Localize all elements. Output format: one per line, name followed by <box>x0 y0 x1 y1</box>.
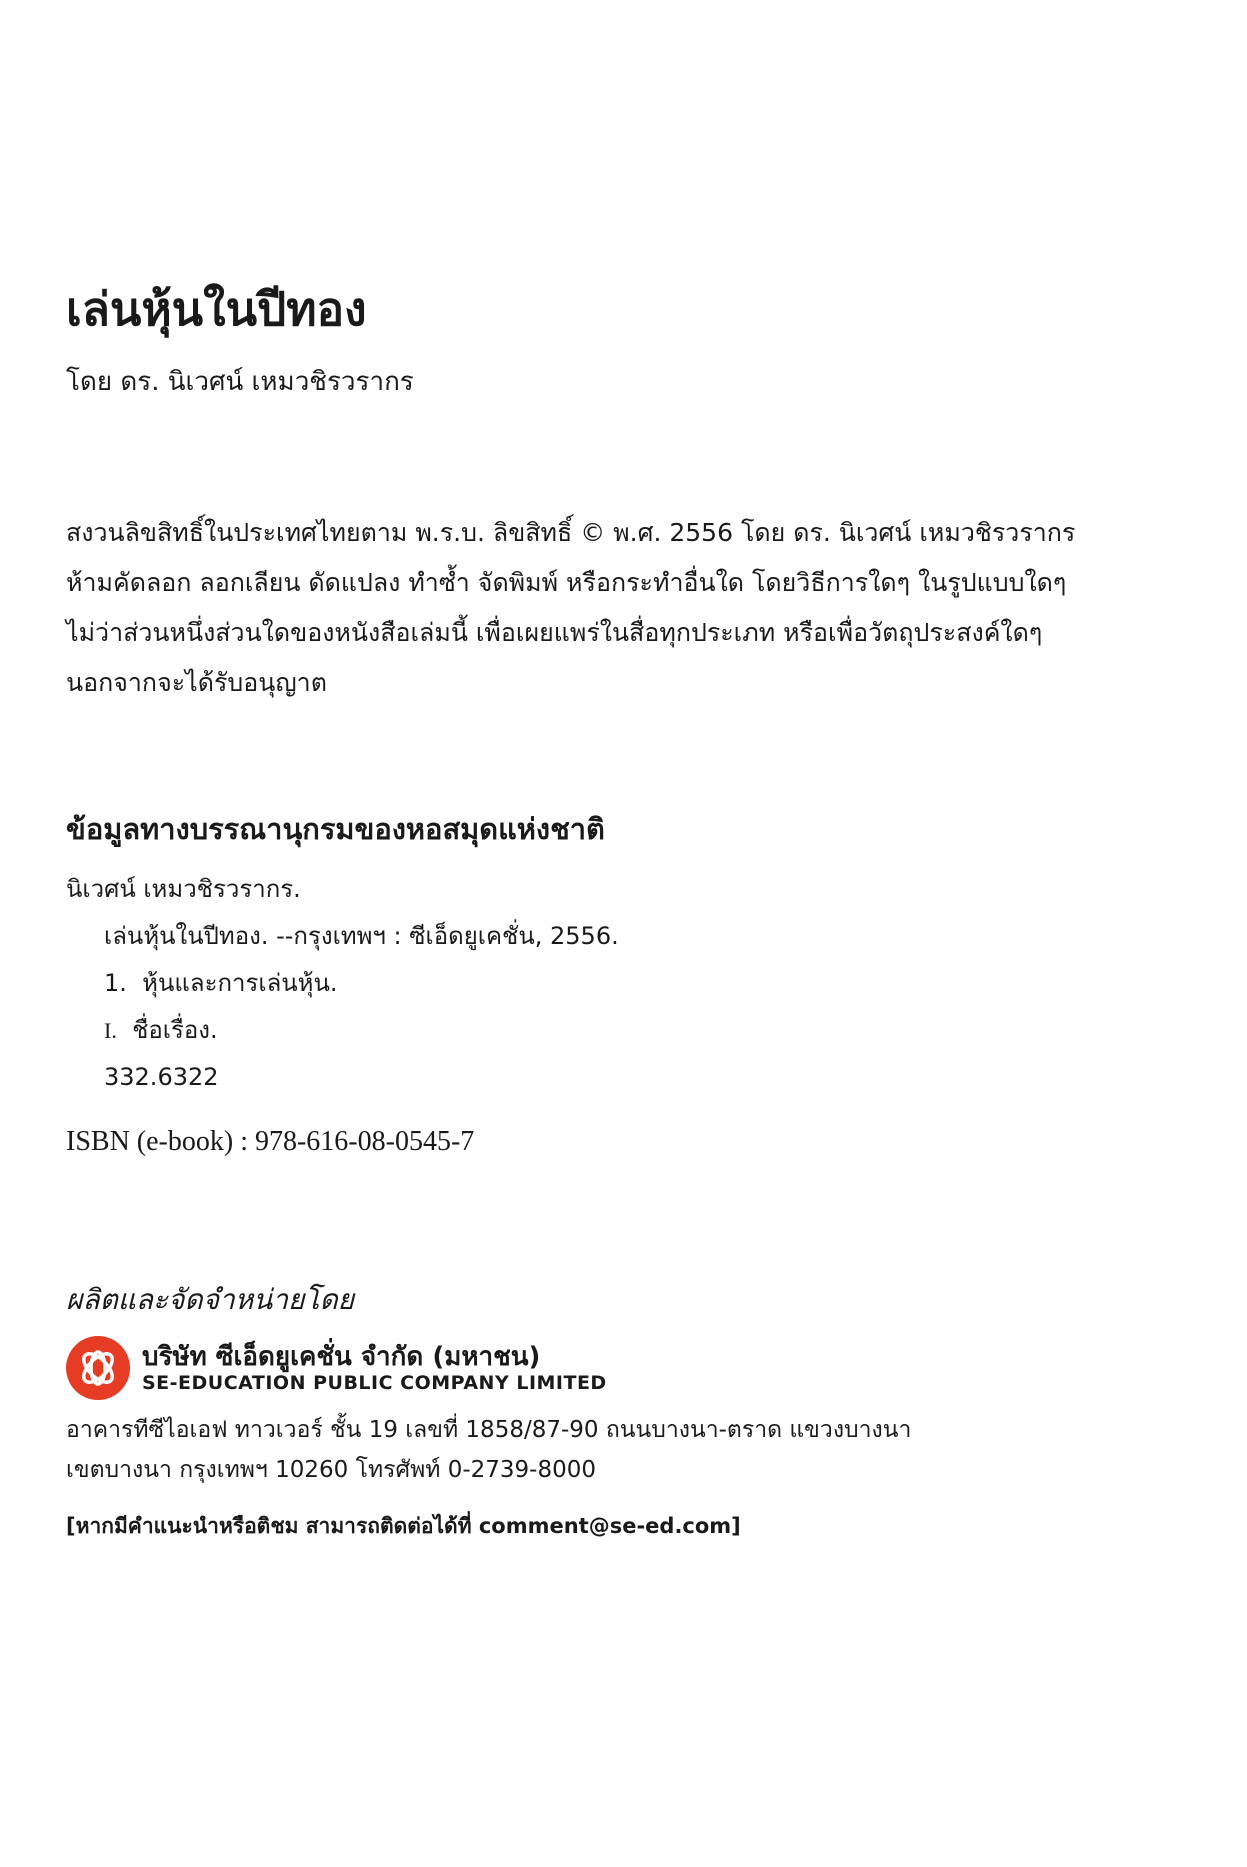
copyright-line: ห้ามคัดลอก ลอกเลียน ดัดแปลง ทำซ้ำ จัดพิมพ์ หรือกระทำอื่นใด โดยวิธีการใดๆ ในรูปแบบใดๆ <box>66 568 1067 597</box>
publisher-block <box>66 1336 686 1400</box>
cip-subject-number: 1. <box>104 969 127 997</box>
copyright-line: นอกจากจะได้รับอนุญาต <box>66 668 327 697</box>
book-title: เล่นหุ้นในปีทอง <box>66 282 367 336</box>
copyright-line: ไม่ว่าส่วนหนึ่งส่วนใดของหนังสือเล่มนี้ เพื่อเผยแพร่ในสื่อทุกประเภท หรือเพื่อวัตถุประสงค์ใดๆ <box>66 618 1043 647</box>
cip-record <box>66 866 619 1101</box>
cip-title-label: ชื่อเรื่อง. <box>132 1016 218 1044</box>
copyright-notice <box>66 508 1186 708</box>
company-name-english: SE-EDUCATION PUBLIC COMPANY LIMITED <box>142 1372 607 1394</box>
company-name-thai: บริษัท ซีเอ็ดยูเคชั่น จำกัด (มหาชน) <box>142 1342 541 1372</box>
copyright-line: สงวนลิขสิทธิ์ในประเทศไทยตาม พ.ร.บ. ลิขสิทธิ์ © พ.ศ. 2556 โดย ดร. นิเวศน์ เหมวชิรวรากร <box>66 518 1076 547</box>
cip-subject-entry <box>66 960 619 1007</box>
cip-author: นิเวศน์ เหมวชิรวรากร. <box>66 875 301 903</box>
cip-subject: หุ้นและการเล่นหุ้น. <box>142 969 338 997</box>
address-line: อาคารทีซีไอเอฟ ทาวเวอร์ ชั้น 19 เลขที่ 1858/87-90 ถนนบางนา-ตราด แขวงบางนา <box>66 1417 912 1443</box>
cip-heading: ข้อมูลทางบรรณานุกรมของหอสมุดแห่งชาติ <box>66 812 605 846</box>
publisher-address <box>66 1410 911 1490</box>
cip-title-index <box>66 1007 619 1054</box>
isbn: ISBN (e-book) : 978-616-08-0545-7 <box>66 1126 475 1157</box>
feedback-contact: [หากมีคำแนะนำหรือติชม สามารถติดต่อได้ที่ comment@se-ed.com] <box>66 1514 741 1538</box>
distribution-label: ผลิตและจัดจำหน่ายโดย <box>66 1283 355 1316</box>
cip-title-entry: เล่นหุ้นในปีทอง. --กรุงเทพฯ : ซีเอ็ดยูเคชั่น, 2556. <box>104 922 619 950</box>
cip-title-number: I. <box>104 1018 117 1043</box>
cip-classification: 332.6322 <box>104 1063 219 1091</box>
author-line: โดย ดร. นิเวศน์ เหมวชิรวรากร <box>66 367 414 397</box>
se-ed-logo-icon <box>66 1336 130 1400</box>
address-line: เขตบางนา กรุงเทพฯ 10260 โทรศัพท์ 0-2739-8000 <box>66 1457 597 1483</box>
